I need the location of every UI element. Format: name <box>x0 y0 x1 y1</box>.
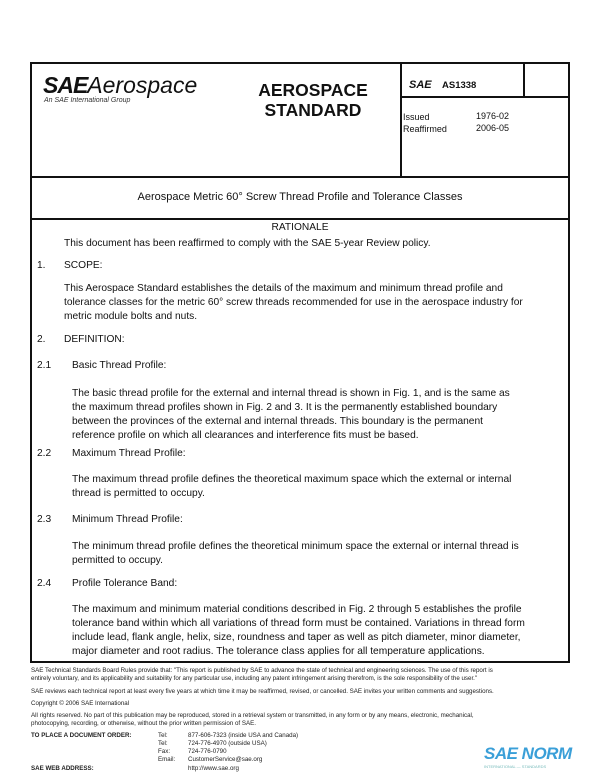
doc-type-line1: AEROSPACE <box>258 80 368 100</box>
para-line: reference profile on which all clearances and interference fits must be based. <box>72 430 419 441</box>
para-line: tolerance band within which all variations of thread form must be contained. Variations in thread form <box>72 618 525 629</box>
section-2-1-number: 2.1 <box>37 360 52 371</box>
section-2-4-para <box>72 603 525 659</box>
reaffirmed-label: Reaffirmed <box>403 124 447 134</box>
title-bottom-line <box>30 218 570 220</box>
contact-label: Tel: <box>158 740 168 747</box>
footer-rights <box>31 712 474 728</box>
contacts <box>158 732 298 764</box>
para-line: between the provinces of the external and internal threads. This boundary is the permanent <box>72 416 483 427</box>
web-link[interactable]: http://www.sae.org <box>188 765 239 772</box>
section-2-3-title: Minimum Thread Profile: <box>72 514 183 525</box>
watermark-subtext: INTERNATIONAL — STANDARDS <box>484 764 547 769</box>
doc-type-line2: STANDARD <box>264 100 362 120</box>
rationale-text: This document has been reaffirmed to comply with the SAE 5-year Review policy. <box>64 238 431 249</box>
section-2-2-para <box>72 473 511 501</box>
para-line: tolerance classes for the metric 60° screw threads recommended for use in the aerospace industry for <box>64 297 523 308</box>
doc-number-cell-divider <box>523 62 525 96</box>
contact-value: 724-776-0790 <box>188 748 227 755</box>
watermark-text: SAE NORM <box>484 744 572 763</box>
mini-sae-logo: SAE <box>409 79 432 91</box>
issued-value: 1976-02 <box>476 111 510 121</box>
logo-sae: SAE <box>43 72 88 98</box>
contact-value: 724-776-4970 (outside USA) <box>188 740 267 747</box>
logo-aerospace: Aerospace <box>87 72 198 98</box>
section-2-title: DEFINITION: <box>64 334 125 345</box>
contact-label: Fax: <box>158 748 171 755</box>
section-2-3-number: 2.3 <box>37 514 52 525</box>
doc-number-divider <box>400 96 570 98</box>
para-line: The minimum thread profile defines the theoretical minimum space the external or internal thread is <box>72 541 519 552</box>
contact-row <box>158 748 298 756</box>
issued-label: Issued <box>403 112 430 122</box>
para-line: metric module bolts and nuts. <box>64 311 198 322</box>
footer-copyright: Copyright © 2006 SAE International <box>31 700 130 707</box>
order-label: TO PLACE A DOCUMENT ORDER: <box>31 732 132 739</box>
section-2-4-number: 2.4 <box>37 578 52 589</box>
header-bottom-line <box>30 176 570 178</box>
web-label: SAE WEB ADDRESS: <box>31 765 94 772</box>
doc-number: AS1338 <box>442 80 477 91</box>
header-divider <box>400 62 402 176</box>
rationale-heading: RATIONALE <box>271 222 329 233</box>
reaffirmed-value: 2006-05 <box>476 123 510 133</box>
footer-rules <box>31 667 493 683</box>
sae-norm-watermark <box>484 744 572 769</box>
para-line: The maximum thread profile defines the theoretical maximum space which the external or internal <box>72 474 512 485</box>
footer-line: All rights reserved. No part of this publication may be reproduced, stored in a retrieval system or transmitted, in any form or by any means, electronic, mechanical, <box>31 712 474 719</box>
section-2-2-title: Maximum Thread Profile: <box>72 448 186 459</box>
sae-aerospace-logo <box>43 72 197 99</box>
section-1-para <box>64 282 523 324</box>
contact-value: 877-606-7323 (inside USA and Canada) <box>188 732 299 739</box>
contact-row <box>158 756 298 764</box>
footer-line: entirely voluntary, and its applicability and suitability for any particular use, including any patent infringement arising therefrom, is the sole responsibility of the user." <box>31 675 478 682</box>
footer-line: SAE Technical Standards Board Rules provide that: "This report is published by SAE to advance the state of technical and engineering sciences. The use of this report is <box>31 667 493 674</box>
section-2-1-title: Basic Thread Profile: <box>72 360 167 371</box>
para-line: the maximum thread profiles shown in Fig. 2 and 3. It is the permanently established boundary <box>72 402 498 413</box>
section-2-2-number: 2.2 <box>37 448 52 459</box>
section-2-4-title: Profile Tolerance Band: <box>72 578 178 589</box>
logo-tagline: An SAE International Group <box>44 97 131 104</box>
section-1-title: SCOPE: <box>64 260 103 271</box>
contact-row <box>158 740 298 748</box>
para-line: thread is permitted to occupy. <box>72 488 205 499</box>
footer-line: photocopying, recording, or otherwise, without the prior written permission of SAE. <box>31 720 256 727</box>
para-line: include lead, flank angle, helix, size, roundness and taper as well as pitch diameter, minor diameter, <box>72 632 521 643</box>
section-1-number: 1. <box>37 260 46 271</box>
section-2-1-para <box>72 387 510 443</box>
para-line: The maximum and minimum material conditions described in Fig. 2 through 5 establishes the profile <box>72 604 522 615</box>
section-2-number: 2. <box>37 334 46 345</box>
para-line: This Aerospace Standard establishes the details of the maximum and minimum thread profile and <box>64 283 503 294</box>
footer-review: SAE reviews each technical report at least every five years at which time it may be reaffirmed, revised, or cancelled. SAE invites your written comments and suggestions. <box>31 688 494 695</box>
contact-row <box>158 732 298 740</box>
contact-label: Email: <box>158 756 176 763</box>
para-line: major diameter and root radius. The tolerance class applies for all temperature applications. <box>72 646 485 657</box>
para-line: The basic thread profile for the external and internal thread is shown in Fig. 1, and is the same as <box>72 388 510 399</box>
contact-label: Tel: <box>158 732 168 739</box>
para-line: permitted to occupy. <box>72 555 163 566</box>
email-link[interactable]: CustomerService@sae.org <box>188 756 263 763</box>
doc-type <box>248 80 378 120</box>
document-title: Aerospace Metric 60° Screw Thread Profile and Tolerance Classes <box>137 191 463 203</box>
section-2-3-para <box>72 540 519 568</box>
